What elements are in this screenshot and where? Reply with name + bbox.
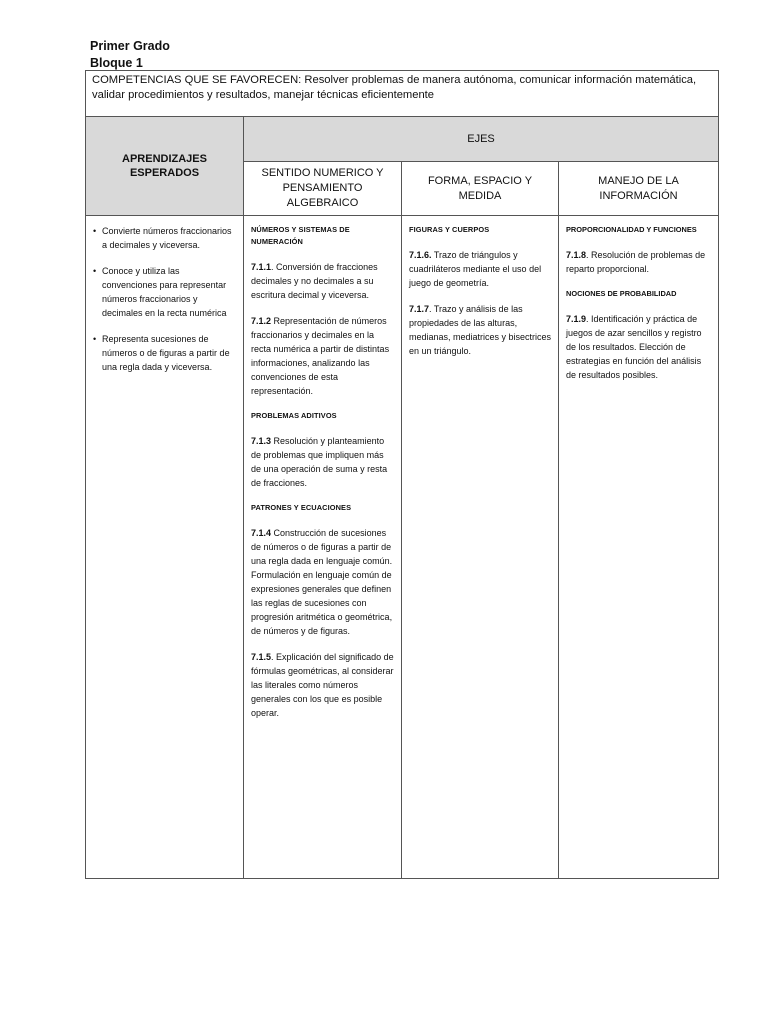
section-title: PROPORCIONALIDAD Y FUNCIONES <box>566 225 697 234</box>
aprendizaje-item: • Representa sucesiones de números o de figuras a partir de una regla dada y viceversa. <box>93 334 230 372</box>
aprendizajes-cell <box>86 216 244 879</box>
content-item: 7.1.8. Resolución de problemas de reparto proporcional. <box>566 250 706 274</box>
forma-espacio-cell <box>402 216 559 879</box>
col-header-sentido-numerico: SENTIDO NUMERICO Y PENSAMIENTO ALGEBRAICO <box>244 162 402 216</box>
content-item: 7.1.3 Resolución y planteamiento de problemas que impliquen más de una operación de suma y resta de fracciones. <box>251 436 388 488</box>
bullet-icon: • <box>93 226 97 236</box>
section-title: FIGURAS Y CUERPOS <box>409 225 490 234</box>
curriculum-table <box>85 70 719 879</box>
aprendizaje-item: • Conoce y utiliza las convenciones para representar números fraccionarios y decimales en la recta numérica <box>93 266 227 318</box>
content-item: 7.1.4 Construcción de sucesiones de números o de figuras a partir de una regla dada en lenguaje común. Formulación en lenguaje común de expresiones generales que definen las reglas de sucesiones con progresión aritmética o geométrica, de números y de figuras. <box>251 528 393 636</box>
block-title: Bloque 1 <box>90 56 143 70</box>
section-title: NÚMEROS Y SISTEMAS DE NUMERACIÓN <box>251 225 350 246</box>
content-item: 7.1.9. Identificación y práctica de juegos de azar sencillos y registro de los resultados. Elección de estrategias en función del análisis de resultados posibles. <box>566 314 702 380</box>
aprendizaje-item: • Convierte números fraccionarios a decimales y viceversa. <box>93 226 232 250</box>
content-item: 7.1.1. Conversión de fracciones decimales y no decimales a su escritura decimal y viceversa. <box>251 262 378 300</box>
aprendizajes-header: APRENDIZAJES ESPERADOS <box>86 117 244 216</box>
ejes-header: EJES <box>244 117 719 162</box>
col-header-manejo-informacion: MANEJO DE LA INFORMACIÓN <box>559 162 719 216</box>
competencias-cell: COMPETENCIAS QUE SE FAVORECEN: Resolver problemas de manera autónoma, comunicar información matemática, validar procedimientos y resultados, manejar técnicas eficientemente <box>86 71 719 117</box>
manejo-informacion-cell <box>559 216 719 879</box>
section-title: PROBLEMAS ADITIVOS <box>251 411 337 420</box>
bullet-icon: • <box>93 266 97 276</box>
bullet-icon: • <box>93 334 97 344</box>
content-item: 7.1.2 Representación de números fraccionarios y decimales en la recta numérica a partir de distintas informaciones, analizando las convenciones de esta representación. <box>251 316 390 396</box>
content-item: 7.1.7. Trazo y análisis de las propiedades de las alturas, medianas, mediatrices y bisectrices en un triángulo. <box>409 304 552 356</box>
content-item: 7.1.6. Trazo de triángulos y cuadriláteros mediante el uso del juego de geometría. <box>409 250 542 288</box>
section-title: NOCIONES DE PROBABILIDAD <box>566 289 677 298</box>
content-item: 7.1.5. Explicación del significado de fórmulas geométricas, al considerar las literales como números generales con los que es posible operar. <box>251 652 394 718</box>
grade-title: Primer Grado <box>90 39 170 53</box>
sentido-numerico-cell <box>244 216 402 879</box>
section-title: PATRONES Y ECUACIONES <box>251 503 352 512</box>
col-header-forma-espacio: FORMA, ESPACIO Y MEDIDA <box>402 162 559 216</box>
